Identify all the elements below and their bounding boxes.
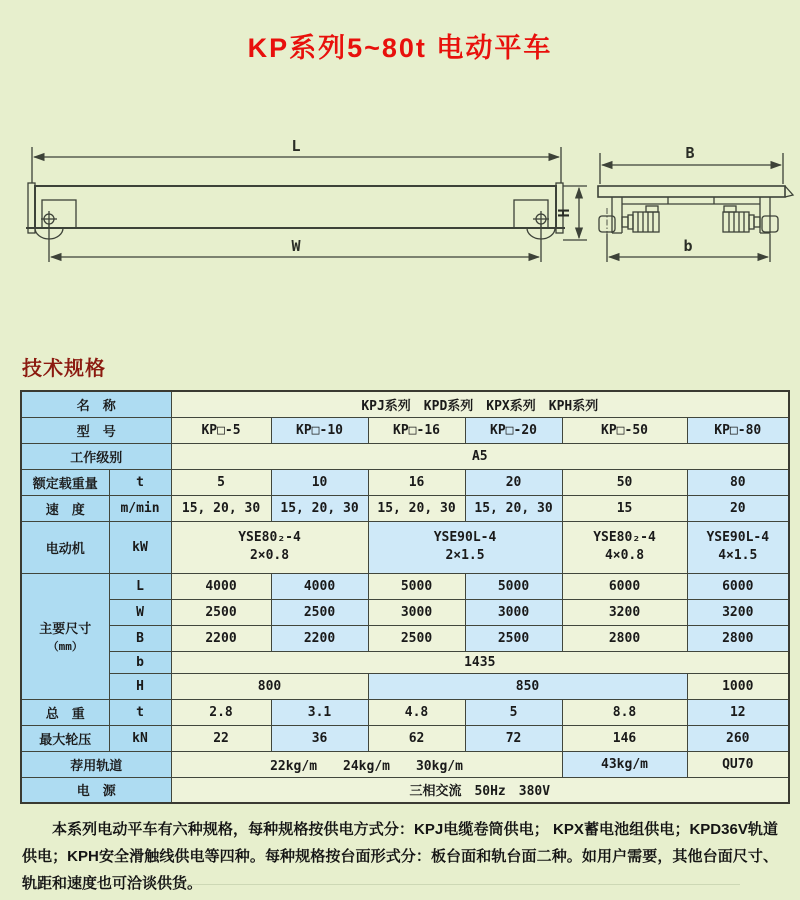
- table-cell: 2500: [368, 625, 465, 651]
- table-cell: QU70: [687, 751, 789, 777]
- table-cell: 5000: [368, 573, 465, 599]
- table-cell: 4000: [271, 573, 368, 599]
- row-label: 型 号: [21, 417, 171, 443]
- unit-cell: L: [109, 573, 171, 599]
- table-cell: KP□-16: [368, 417, 465, 443]
- table-cell: 15, 20, 30: [171, 495, 271, 521]
- table-cell: 5: [171, 469, 271, 495]
- row-name: [21, 391, 789, 417]
- motor-model: YSE80₂-4: [238, 530, 301, 546]
- motor-power: 2×1.5: [445, 548, 485, 563]
- end-view-drawing: [598, 153, 793, 262]
- dimension-H-label: H: [555, 208, 573, 218]
- unit-cell: b: [109, 651, 171, 673]
- table-cell: 2800: [687, 625, 789, 651]
- dimension-b-label: b: [683, 237, 693, 255]
- dimension-B-label: B: [685, 144, 695, 162]
- dims-label: 主要尺寸: [39, 622, 92, 637]
- table-cell: 5000: [465, 573, 562, 599]
- table-cell: 146: [562, 725, 687, 751]
- table-cell: 6000: [562, 573, 687, 599]
- table-cell: 2800: [562, 625, 687, 651]
- motor-power: 4×1.5: [718, 548, 758, 563]
- table-cell: 6000: [687, 573, 789, 599]
- table-cell: [171, 521, 368, 573]
- row-label: 总 重: [21, 699, 109, 725]
- table-cell: 3000: [368, 599, 465, 625]
- unit-cell: kN: [109, 725, 171, 751]
- table-cell: [562, 521, 687, 573]
- row-dim-L: [21, 573, 789, 599]
- table-cell: 4.8: [368, 699, 465, 725]
- spec-table: [20, 390, 790, 804]
- motor-power: 4×0.8: [604, 548, 645, 563]
- section-heading: 技术规格: [22, 358, 106, 380]
- table-cell: 2200: [271, 625, 368, 651]
- dimension-L-label: L: [291, 137, 301, 155]
- table-cell: 15, 20, 30: [271, 495, 368, 521]
- table-cell: 36: [271, 725, 368, 751]
- table-cell: 5: [465, 699, 562, 725]
- row-speed: [21, 495, 789, 521]
- table-cell: 2500: [171, 599, 271, 625]
- table-cell: 8.8: [562, 699, 687, 725]
- dimension-W-label: W: [291, 237, 301, 255]
- unit-cell: t: [109, 699, 171, 725]
- table-cell: KP□-5: [171, 417, 271, 443]
- motor-model: YSE80₂-4: [593, 530, 656, 546]
- row-duty-class: [21, 443, 789, 469]
- motor-model: YSE90L-4: [706, 530, 770, 546]
- table-cell: KP□-50: [562, 417, 687, 443]
- table-cell: 22kg/m 24kg/m 30kg/m: [171, 751, 562, 777]
- row-power-supply: [21, 777, 789, 803]
- table-cell: A5: [171, 443, 789, 469]
- table-cell: KPJ系列 KPD系列 KPX系列 KPH系列: [171, 391, 789, 417]
- row-wheel-load: [21, 725, 789, 751]
- dims-unit-note: （mm）: [47, 640, 83, 653]
- row-rail: [21, 751, 789, 777]
- table-cell: [368, 521, 562, 573]
- table-cell: 3.1: [271, 699, 368, 725]
- table-cell: 62: [368, 725, 465, 751]
- table-cell: 1435: [171, 651, 789, 673]
- motor-power: 2×0.8: [249, 548, 290, 563]
- table-cell: 20: [465, 469, 562, 495]
- table-cell: 3200: [562, 599, 687, 625]
- row-label: 荐用轨道: [21, 751, 171, 777]
- table-cell: 2500: [465, 625, 562, 651]
- row-label: 额定载重量: [21, 469, 109, 495]
- unit-cell: W: [109, 599, 171, 625]
- row-capacity: [21, 469, 789, 495]
- side-view-drawing: [26, 147, 587, 262]
- table-cell: 850: [368, 673, 687, 699]
- table-cell: 1000: [687, 673, 789, 699]
- table-cell: 12: [687, 699, 789, 725]
- row-label: [21, 573, 109, 699]
- page-title: KP系列5~80t 电动平车: [247, 33, 553, 63]
- table-cell: KP□-20: [465, 417, 562, 443]
- table-cell: 2.8: [171, 699, 271, 725]
- unit-cell: kW: [109, 521, 171, 573]
- table-cell: 16: [368, 469, 465, 495]
- table-cell: 15, 20, 30: [368, 495, 465, 521]
- unit-cell: B: [109, 625, 171, 651]
- row-label: 名 称: [21, 391, 171, 417]
- table-cell: 20: [687, 495, 789, 521]
- row-label: 工作级别: [21, 443, 171, 469]
- unit-cell: t: [109, 469, 171, 495]
- row-total-weight: [21, 699, 789, 725]
- table-cell: 10: [271, 469, 368, 495]
- row-label: 速 度: [21, 495, 109, 521]
- table-cell: 4000: [171, 573, 271, 599]
- table-cell: 22: [171, 725, 271, 751]
- row-label: 最大轮压: [21, 725, 109, 751]
- table-cell: 15: [562, 495, 687, 521]
- technical-drawing: [0, 0, 800, 300]
- row-dim-B: [21, 625, 789, 651]
- table-cell: 3200: [687, 599, 789, 625]
- table-cell: 三相交流 50Hz 380V: [171, 777, 789, 803]
- bottom-divider: [60, 884, 740, 885]
- footer-paragraph: 本系列电动平车有六种规格，每种规格按供电方式分：KPJ电缆卷筒供电； KPX蓄电池组供电；KPD36V轨道供电；KPH安全滑触线供电等四种。每种规格按台面形式分：板台面和轨台面二种。如用户需要，其他台面尺寸、轨距和速度也可洽谈供货。: [22, 821, 778, 892]
- table-cell: 3000: [465, 599, 562, 625]
- table-cell: KP□-80: [687, 417, 789, 443]
- row-dim-b: [21, 651, 789, 673]
- table-cell: 43kg/m: [562, 751, 687, 777]
- row-label: 电 源: [21, 777, 171, 803]
- row-dim-W: [21, 599, 789, 625]
- row-motor: [21, 521, 789, 573]
- table-cell: KP□-10: [271, 417, 368, 443]
- table-cell: 50: [562, 469, 687, 495]
- table-cell: [687, 521, 789, 573]
- table-cell: 72: [465, 725, 562, 751]
- table-cell: 2500: [271, 599, 368, 625]
- table-cell: 80: [687, 469, 789, 495]
- table-cell: 15, 20, 30: [465, 495, 562, 521]
- table-cell: 2200: [171, 625, 271, 651]
- table-cell: 260: [687, 725, 789, 751]
- row-model: [21, 417, 789, 443]
- row-label: 电动机: [21, 521, 109, 573]
- table-cell: 800: [171, 673, 368, 699]
- unit-cell: H: [109, 673, 171, 699]
- row-dim-H: [21, 673, 789, 699]
- unit-cell: m/min: [109, 495, 171, 521]
- motor-model: YSE90L-4: [433, 530, 497, 546]
